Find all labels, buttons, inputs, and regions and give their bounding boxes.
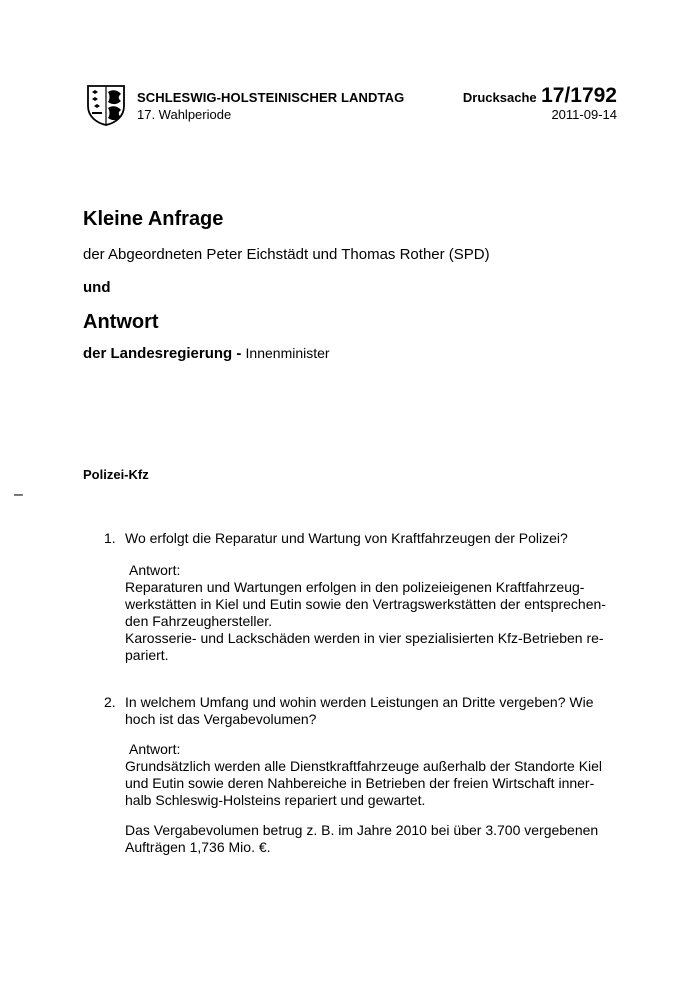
ministry-name: Innenminister bbox=[245, 345, 330, 361]
answer-line: den Fahrzeughersteller. bbox=[125, 613, 273, 629]
question-line: In welchem Umfang und wohin werden Leistungen an Dritte vergeben? Wie bbox=[125, 694, 594, 710]
question-text bbox=[125, 530, 625, 547]
question-number: 2. bbox=[104, 694, 116, 710]
answer-text bbox=[125, 579, 625, 664]
und-connector: und bbox=[83, 279, 111, 296]
answer-label: Antwort: bbox=[129, 562, 181, 578]
drucksache-number: 17/1792 bbox=[541, 84, 617, 107]
question-number: 1. bbox=[104, 530, 116, 546]
legislative-period: 17. Wahlperiode bbox=[137, 107, 232, 122]
answer-line: und Eutin sowie deren Nahbereiche in Betrieben der freien Wirtschaft inner- bbox=[125, 775, 595, 791]
parliament-name: SCHLESWIG-HOLSTEINISCHER LANDTAG bbox=[137, 90, 405, 105]
authors-line: der Abgeordneten Peter Eichstädt und Thomas Rother (SPD) bbox=[83, 246, 490, 263]
government-line bbox=[83, 345, 330, 362]
government-label: der Landesregierung - bbox=[83, 345, 242, 362]
question-text bbox=[125, 694, 625, 728]
answer-line: Karosserie- und Lackschäden werden in vier spezialisierten Kfz-Betrieben re- bbox=[125, 630, 604, 646]
question-line: Wo erfolgt die Reparatur und Wartung von Kraftfahrzeugen der Polizei? bbox=[125, 530, 568, 546]
document-number bbox=[463, 84, 617, 108]
answer-line: Aufträgen 1,736 Mio. €. bbox=[125, 839, 271, 855]
answer-line: Das Vergabevolumen betrug z. B. im Jahre 2010 bei über 3.700 vergebenen bbox=[125, 822, 599, 838]
topic-heading: Polizei-Kfz bbox=[83, 467, 149, 482]
margin-dash: – bbox=[14, 486, 23, 503]
answer-line: werkstätten in Kiel und Eutin sowie den Vertragswerkstätten der entsprechen- bbox=[125, 596, 606, 612]
landtag-crest-logo bbox=[86, 84, 126, 126]
drucksache-label: Drucksache bbox=[462, 90, 537, 105]
answer-text bbox=[125, 758, 625, 809]
answer-label: Antwort: bbox=[129, 741, 181, 757]
question-line: hoch ist das Vergabevolumen? bbox=[125, 711, 317, 727]
document-date: 2011-09-14 bbox=[551, 107, 617, 122]
answer-line: Reparaturen und Wartungen erfolgen in den polizeieigenen Kraftfahrzeug- bbox=[125, 579, 585, 595]
document-title: Kleine Anfrage bbox=[83, 208, 224, 230]
answer-line: Grundsätzlich werden alle Dienstkraftfahrzeuge außerhalb der Standorte Kiel bbox=[125, 758, 603, 774]
answer-heading: Antwort bbox=[83, 311, 159, 333]
answer-line: pariert. bbox=[125, 647, 169, 663]
answer-line: halb Schleswig-Holsteins repariert und gewartet. bbox=[125, 792, 426, 808]
answer-text bbox=[125, 822, 625, 856]
